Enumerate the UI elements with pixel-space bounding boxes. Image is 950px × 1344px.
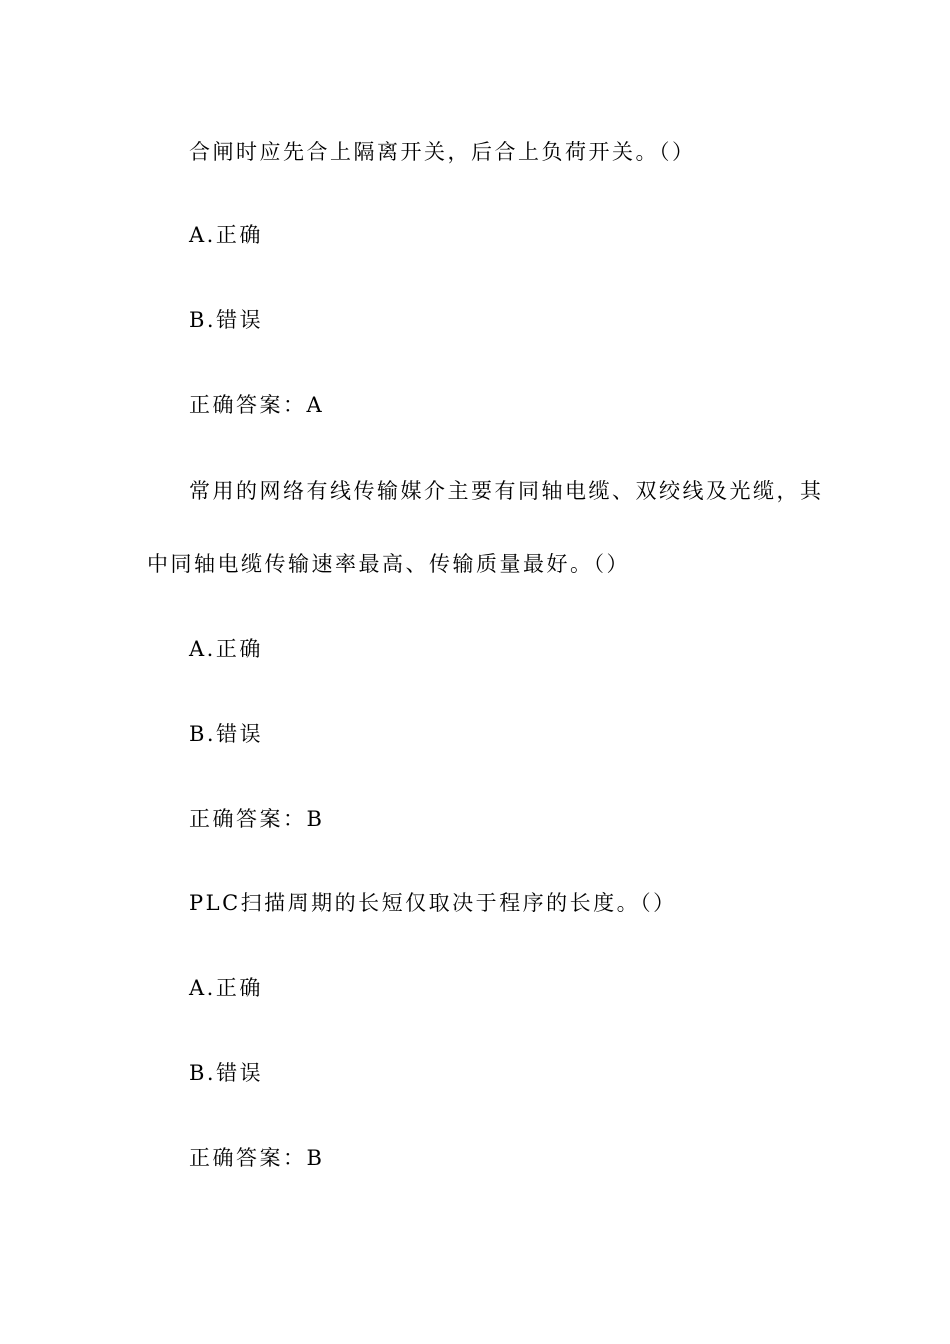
question-2-stem-line-1: 常用的网络有线传输媒介主要有同轴电缆、双绞线及光缆，其 <box>189 479 824 503</box>
question-1-option-a: A.正确 <box>189 223 263 247</box>
question-1-option-b: B.错误 <box>189 308 264 332</box>
question-3-option-a: A.正确 <box>189 976 263 1000</box>
question-1-answer: 正确答案：A <box>189 393 325 417</box>
question-3-answer: 正确答案：B <box>189 1146 325 1170</box>
question-2-stem-line-2: 中同轴电缆传输速率最高、传输质量最好。（） <box>147 552 630 576</box>
question-1-stem: 合闸时应先合上隔离开关，后合上负荷开关。（） <box>189 140 696 164</box>
question-2-option-b: B.错误 <box>189 722 264 746</box>
question-3-option-b: B.错误 <box>189 1061 264 1085</box>
question-3-stem: PLC扫描周期的长短仅取决于程序的长度。（） <box>189 891 677 915</box>
question-2-answer: 正确答案：B <box>189 807 325 831</box>
question-2-option-a: A.正确 <box>189 637 263 661</box>
